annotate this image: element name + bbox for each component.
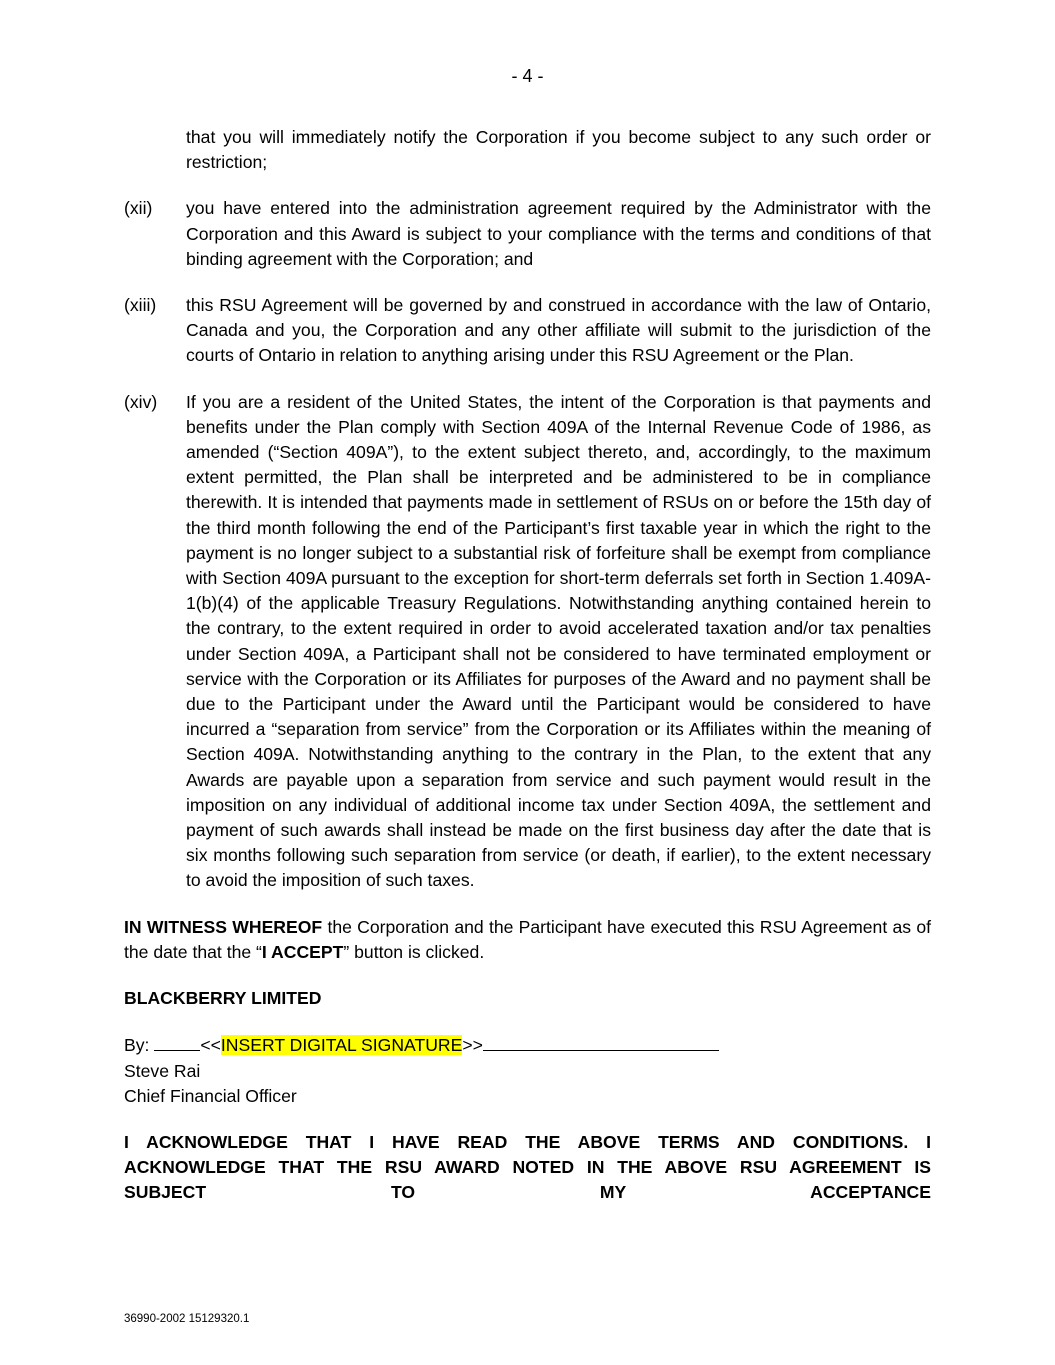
signature-underline-right xyxy=(483,1032,719,1051)
witness-text-after: ” button is clicked. xyxy=(343,941,485,962)
by-label: By: xyxy=(124,1035,155,1056)
list-item-xiv xyxy=(124,390,931,894)
signatory-title: Chief Financial Officer xyxy=(124,1085,297,1106)
signatory-name: Steve Rai xyxy=(124,1060,201,1081)
company-name: BLACKBERRY LIMITED xyxy=(124,988,322,1009)
item-text: If you are a resident of the United States, the intent of the Corporation is that payments and benefits under the Plan comply with Section 409A of the Internal Revenue Code of 1986, as amended (“Section 409A”), to the extent subject thereto, and, accordingly, to the maximum extent permitted, the Plan shall be interpreted and be administered to be in compliance therewith. It is intended that payments made in settlement of RSUs on or before the 15th day of the third month following the end of the Participant’s first taxable year in which the right to the payment is no longer subject to a substantial risk of forfeiture shall be exempt from compliance with Section 409A pursuant to the exception for short-term deferrals set forth in Section 1.409A-1(b)(4) of the applicable Treasury Regulations. Notwithstanding anything contained herein to the contrary, to the extent required in order to avoid accelerated taxation and/or tax penalties under Section 409A, a Participant shall not be considered to have terminated employment or service with the Corporation or its Affiliates for purposes of the Award and no payment shall be due to the Participant under the Award until the Participant would be considered to have incurred a “separation from service” from the Corporation or its Affiliates within the meaning of Section 409A. Notwithstanding anything to the contrary in the Plan, to the extent that any Awards are payable upon a separation from service and such payment would result in the imposition on any individual of additional income tax under Section 409A, the settlement and payment of such awards shall instead be made on the first business day after the date that is six months following such separation from service (or death, if earlier), to the extent necessary to avoid the imposition of such taxes. xyxy=(186,391,931,891)
continued-paragraph: that you will immediately notify the Corporation if you become subject to any such order or restriction; xyxy=(186,127,931,173)
witness-clause xyxy=(124,915,931,965)
signature-open: << xyxy=(200,1035,221,1056)
list-item-xii xyxy=(124,196,931,272)
list-item-xiii xyxy=(124,293,931,369)
document-body xyxy=(124,125,931,1206)
signature-underline-left xyxy=(154,1032,200,1051)
item-text: you have entered into the administration agreement required by the Administrator with the Corporation and this Award is subject to your compliance with the terms and conditions of that binding agreement with the Corporation; and xyxy=(186,198,931,269)
signature-line xyxy=(124,1032,931,1058)
witness-lead: IN WITNESS WHEREOF xyxy=(124,916,323,937)
accept-button-reference: I ACCEPT xyxy=(261,941,344,962)
acknowledgement: I ACKNOWLEDGE THAT I HAVE READ THE ABOVE TERMS AND CONDITIONS. I ACKNOWLEDGE THAT THE RSU AWARD NOTED IN THE ABOVE RSU AGREEMENT IS SUBJECT TO MY ACCEPTANCE xyxy=(124,1131,931,1203)
item-number: (xiii) xyxy=(124,295,157,316)
digital-signature-placeholder[interactable]: INSERT DIGITAL SIGNATURE xyxy=(220,1035,463,1056)
item-number: (xii) xyxy=(124,198,153,219)
item-text: this RSU Agreement will be governed by and construed in accordance with the law of Ontario, Canada and you, the Corporation and any other affiliate will submit to the jurisdiction of the courts of Ontario in relation to anything arising under this RSU Agreement or the Plan. xyxy=(186,295,931,366)
witness-text-before: the Corporation and the Participant have executed this RSU Agreement as of the date that the “ xyxy=(124,916,931,962)
document-id: 36990-2002 15129320.1 xyxy=(124,1313,250,1325)
page-number: - 4 - xyxy=(511,66,544,86)
signature-close: >> xyxy=(462,1035,483,1056)
signature-block xyxy=(124,1032,931,1109)
item-number: (xiv) xyxy=(124,391,158,412)
